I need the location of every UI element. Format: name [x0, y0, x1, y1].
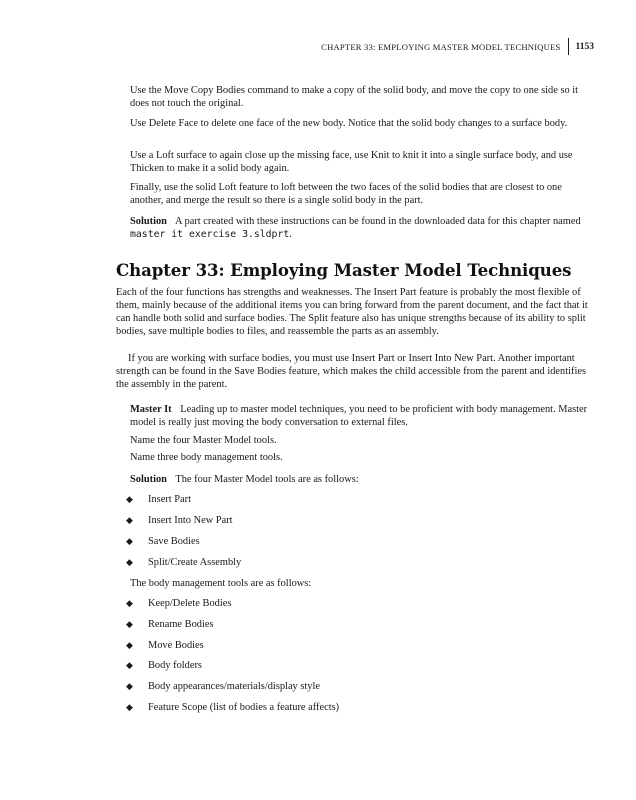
solution-filename: master it exercise 3.sldprt — [130, 229, 290, 241]
list-item-text: Split/Create Assembly — [148, 557, 242, 568]
list-item — [126, 597, 586, 610]
list-item — [126, 701, 586, 714]
list-item-text: Keep/Delete Bodies — [148, 598, 232, 609]
list-item-text: Feature Scope (list of bodies a feature affects) — [148, 702, 340, 713]
step-paragraph: Use Delete Face to delete one face of the new body. Notice that the solid body changes to a surface body. — [130, 118, 568, 129]
list-item-text: Body folders — [148, 660, 202, 671]
list-item — [126, 493, 586, 506]
master-it-text: Leading up to master model techniques, you need to be proficient with body management. Master model is really just moving the body conversation to external files. — [130, 404, 588, 429]
list-item — [126, 618, 586, 631]
master-it-paragraph — [130, 403, 590, 429]
list-item-text: Save Bodies — [148, 536, 200, 547]
diamond-bullet-icon: ◆ — [126, 640, 133, 650]
diamond-bullet-icon: ◆ — [126, 598, 133, 608]
list-item — [126, 514, 586, 527]
master-it-solution — [130, 473, 590, 486]
chapter-heading: Chapter 33: Employing Master Model Techniques — [116, 260, 572, 280]
diamond-bullet-icon: ◆ — [126, 557, 133, 567]
diamond-bullet-icon: ◆ — [126, 494, 133, 504]
diamond-bullet-icon: ◆ — [126, 660, 133, 670]
diamond-bullet-icon: ◆ — [126, 515, 133, 525]
solution-period: . — [289, 229, 292, 241]
master-it-label: Master It — [130, 404, 172, 415]
list-item-text: Body appearances/materials/display style — [148, 681, 320, 692]
diamond-bullet-icon: ◆ — [126, 681, 133, 691]
diamond-bullet-icon: ◆ — [126, 702, 133, 712]
diamond-bullet-icon: ◆ — [126, 619, 133, 629]
solution-text: The four Master Model tools are as follows: — [175, 474, 359, 485]
step-paragraph: Use the Move Copy Bodies command to make a copy of the solid body, and move the copy to one side so it does not touch the original. — [130, 85, 579, 110]
body-paragraph: If you are working with surface bodies, you must use Insert Part or Insert Into New Part. Another important strength can be found in the Save Bodies feature, which makes the child accessible from the parent and identifies the assembly in the parent. — [116, 353, 587, 391]
diamond-bullet-icon: ◆ — [126, 536, 133, 546]
step-paragraph: Use a Loft surface to again close up the missing face, use Knit to knit it into a single surface body, and use Thicken to make it a solid body again. — [130, 150, 573, 175]
list-item — [126, 659, 586, 672]
list-item — [126, 639, 586, 652]
list-item — [126, 680, 586, 693]
solution-paragraph — [130, 215, 590, 241]
list-item-text: Insert Part — [148, 494, 191, 505]
running-header — [321, 38, 594, 55]
list-item-text: Rename Bodies — [148, 619, 214, 630]
body-tools-intro: The body management tools are as follows: — [130, 578, 312, 589]
question: Name the four Master Model tools. — [130, 435, 277, 446]
list-item — [126, 556, 586, 569]
list-item-text: Move Bodies — [148, 640, 204, 651]
page-number: 1153 — [575, 41, 594, 52]
solution-text: A part created with these instructions can be found in the downloaded data for this chapter named — [175, 216, 581, 227]
step-paragraph: Finally, use the solid Loft feature to loft between the two faces of the solid bodies that are closest to one another, and merge the result so there is a single solid body in the part. — [130, 182, 562, 207]
running-header-chapter: CHAPTER 33: EMPLOYING MASTER MODEL TECHNIQUES — [321, 41, 561, 52]
solution-label: Solution — [130, 216, 167, 227]
solution-label: Solution — [130, 474, 167, 485]
list-item-text: Insert Into New Part — [148, 515, 233, 526]
question: Name three body management tools. — [130, 452, 283, 463]
body-paragraph: Each of the four functions has strengths and weaknesses. The Insert Part feature is probably the most flexible of them, mainly because of the additional items you can bring forward from the parent document, and the fact that it can handle both solid and surface bodies. The Split feature also has unique strengths because of its ability to split bodies, save multiple bodies to files, and reassemble the parts as an assembly. — [116, 287, 588, 338]
list-item — [126, 535, 586, 548]
